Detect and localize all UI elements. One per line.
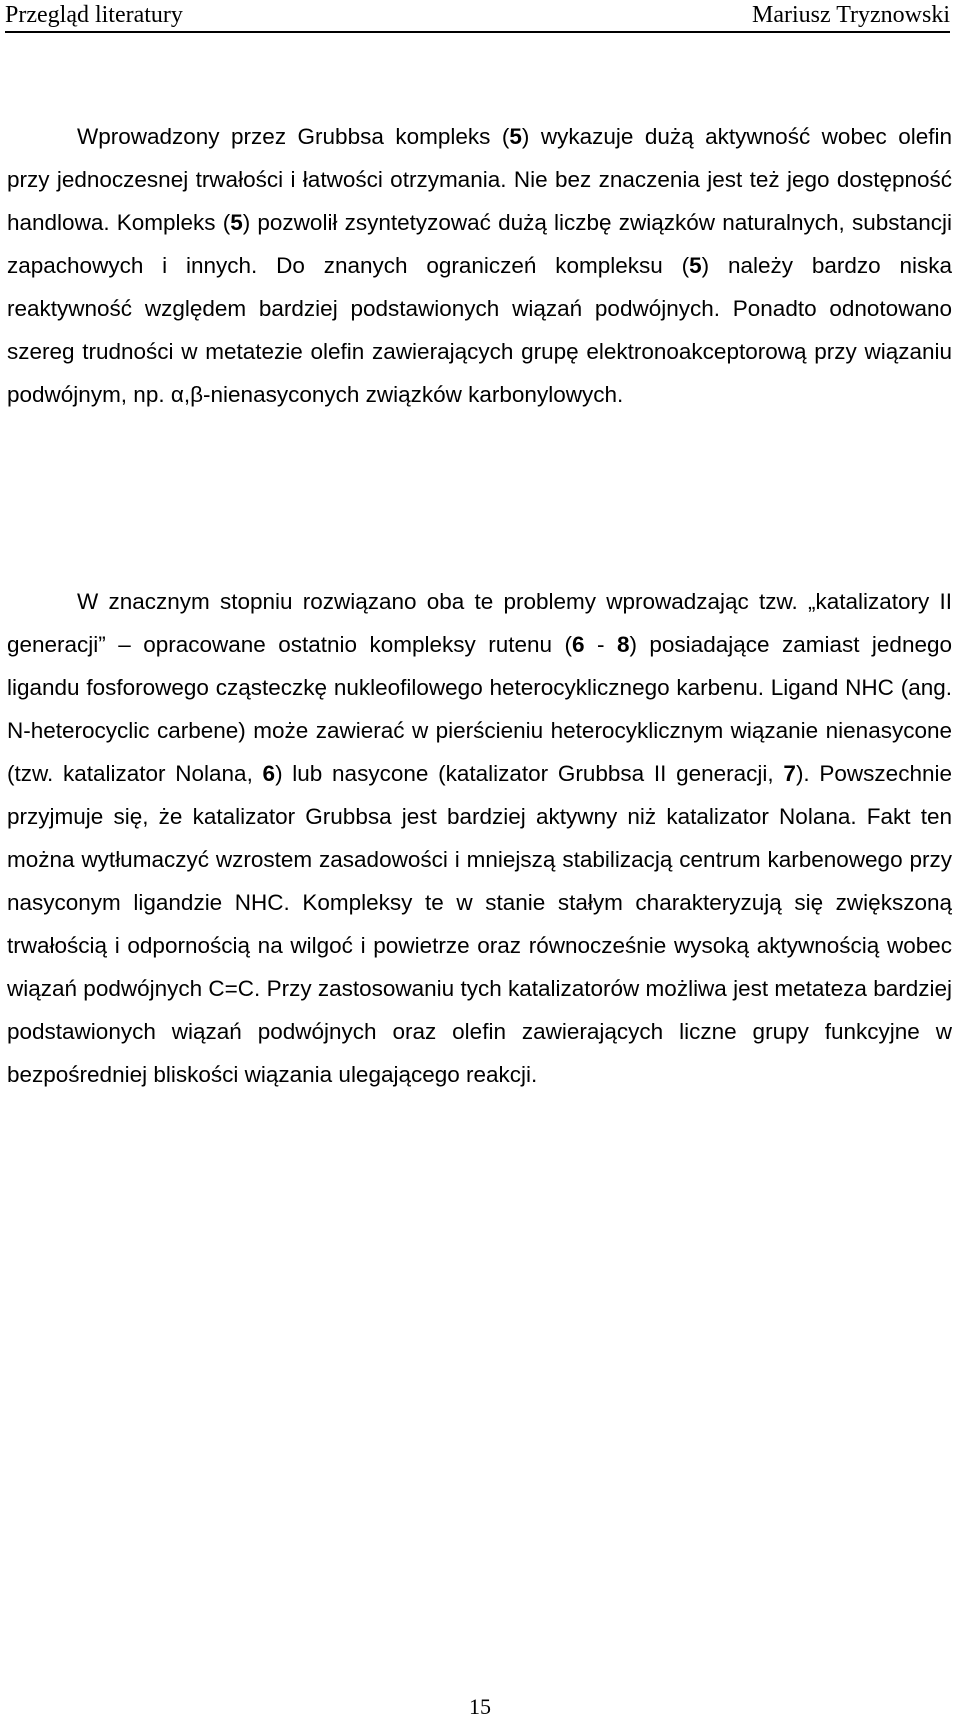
text-run: Wprowadzony przez Grubbsa kompleks ( <box>77 124 510 149</box>
text-run: W znacznym stopniu rozwiązano oba te problemy wprowadzając tzw. „katalizatory II generacji” – opracowane ostatnio kompleksy rutenu ( <box>7 589 952 657</box>
text-run: ). Powszechnie przyjmuje się, że katalizator Grubbsa jest bardziej aktywny niż katalizator Nolana. Fakt ten można wytłumaczyć wzrostem zasadowości i mniejszą stabilizacją centrum karbenowego przy nasyconym ligandzie NHC. Kompleksy te w stanie stałym charakteryzują się zwiększoną trwałością i odpornością na wilgoć i powietrze oraz równocześnie wysoką aktywnością wobec wiązań podwójnych C=C. Przy zastosowaniu tych katalizatorów możliwa jest metateza bardziej podstawionych wiązań podwójnych oraz olefin zawierających liczne grupy funkcyjne w bezpośredniej bliskości wiązania ulegającego reakcji. <box>7 761 952 1087</box>
compound-number: 5 <box>230 210 243 235</box>
running-header <box>5 0 950 34</box>
compound-number: 8 <box>616 632 630 657</box>
header-section-title: Przegląd literatury <box>5 2 183 28</box>
page-number: 15 <box>469 1694 491 1719</box>
compound-number: 6 <box>572 632 585 657</box>
compound-number: 5 <box>509 124 522 149</box>
paragraph-1 <box>7 115 952 416</box>
text-run: ) należy bardzo niska reaktywność względem bardziej podstawionych wiązań podwójnych. Ponadto odnotowano szereg trudności w metatezie olefin zawierających grupę elektronoakceptorową przy wiązaniu podwójnym, np. α,β-nienasyconych związków karbonylowych. <box>7 253 952 407</box>
compound-number: 5 <box>689 253 702 278</box>
text-run: ) pozwolił zsyntetyzować dużą liczbę związków naturalnych, substancji zapachowych i innych. Do znanych ograniczeń kompleksu ( <box>7 210 952 278</box>
header-author: Mariusz Tryznowski <box>751 2 950 28</box>
text-run: ) wykazuje dużą aktywność wobec olefin przy jednoczesnej trwałości i łatwości otrzymania. Nie bez znaczenia jest też jego dostępność handlowa. Kompleks ( <box>7 124 953 235</box>
compound-number: 6 <box>262 761 276 786</box>
text-run: ) lub nasycone (katalizator Grubbsa II generacji, <box>275 761 784 786</box>
compound-number: 7 <box>783 761 796 786</box>
text-run: - <box>584 632 617 657</box>
text-run: ) posiadające zamiast jednego ligandu fosforowego cząsteczkę nukleofilowego heterocyklicznego karbenu. Ligand NHC (ang. N-heterocyclic carbene) może zawierać w pierścieniu heterocyklicznym wiązanie nienasycone (tzw. katalizator Nolana, <box>7 632 952 786</box>
header-rule <box>5 31 950 33</box>
paragraph-text <box>7 580 952 1096</box>
paragraph-2 <box>7 580 952 1096</box>
paragraph-text <box>7 115 952 416</box>
